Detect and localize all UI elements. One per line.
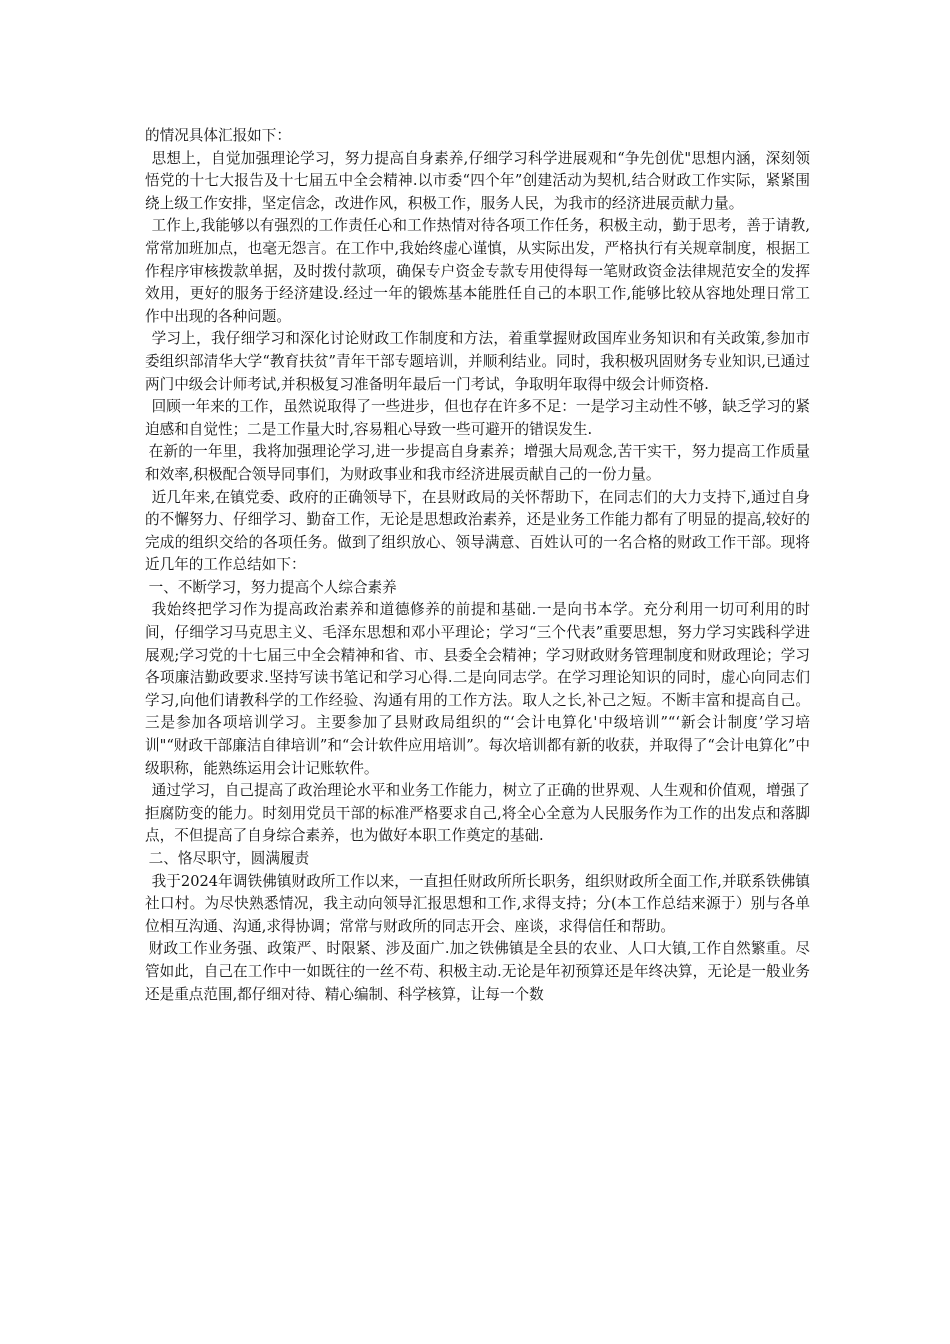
- paragraph-learning-result: 通过学习，自己提高了政治理论水平和业务工作能力，树立了正确的世界观、人生观和价值观，增强了拒腐防变的能力。时刻用党员干部的标准严格要求自己,将全心全意为人民服务作为工作的出发点和落脚点，不但提高了自身综合素养，也为做好本职工作奠定的基础.: [145, 782, 810, 845]
- paragraph-work: 工作上,我能够以有强烈的工作责任心和工作热情对待各项工作任务，积极主动，勤于思考，善于请教,常常加班加点，也毫无怨言。在工作中,我始终虚心谨慎，从实际出发，严格执行有关规章制度，根据工作程序审核拨款单据，及时拨付款项，确保专户资金专款专用使得每一笔财政资金法律规范安全的发挥效用，更好的服务于经济建设.经过一年的锻炼基本能胜任自己的本职工作,能够比较从容地处理日常工作中出现的各种问题。: [145, 217, 810, 325]
- paragraph-ideology: 思想上，自觉加强理论学习，努力提高自身素养,仔细学习科学进展观和“争先创优"思想内涵，深刻领悟党的十七大报告及十七届五中全会精神.以市委“四个年”创建活动为契机,结合财政工作实际，紧紧围绕上级工作安排，坚定信念，改进作风，积极工作，服务人民，为我市的经济进展贡献力量。: [145, 149, 810, 212]
- paragraph-appointment: 我于2024年调铁佛镇财政所工作以来，一直担任财政所所长职务，组织财政所全面工作,并联系铁佛镇社口村。为尽快熟悉情况，我主动向领导汇报思想和工作,求得支持；分(本工作总结来源于）别与各单位相互沟通、沟通,求得协调；常常与财政所的同志开会、座谈，求得信任和帮助。: [145, 872, 810, 935]
- paragraph-recent-years: 近几年来,在镇党委、政府的正确领导下，在县财政局的关怀帮助下，在同志们的大力支持下,通过自身的不懈努力、仔细学习、勤奋工作，无论是思想政治素养，还是业务工作能力都有了明显的提高,较好的完成的组织交给的各项任务。做到了组织放心、领导满意、百姓认可的一名合格的财政工作干部。现将近几年的工作总结如下：: [145, 488, 810, 574]
- section-heading-2: 二、恪尽职守，圆满履责: [148, 850, 310, 867]
- section-heading-1: 一、不断学习，努力提高个人综合素养: [148, 578, 397, 596]
- paragraph-review: 回顾一年来的工作，虽然说取得了一些进步，但也存在许多不足：一是学习主动性不够，缺乏学习的紧迫感和自觉性；二是工作量大时,容易粗心导致一些可避开的错误发生.: [145, 398, 810, 438]
- paragraph-finance-work: 财政工作业务强、政策严、时限紧、涉及面广.加之铁佛镇是全县的农业、人口大镇,工作自然繁重。尽管如此，自己在工作中一如既往的一丝不苟、积极主动.无论是年初预算还是年终决算，无论是一般业务还是重点范围,都仔细对待、精心编制、科学核算，让每一个数: [145, 940, 810, 1003]
- paragraph-new-year: 在新的一年里，我将加强理论学习,进一步提高自身素养；增强大局观念,苦干实干，努力提高工作质量和效率,积极配合领导同事们，为财政事业和我市经济进展贡献自己的一份力量。: [145, 443, 810, 483]
- paragraph-learning-detail: 我始终把学习作为提高政治素养和道德修养的前提和基础.一是向书本学。充分利用一切可利用的时间，仔细学习马克思主义、毛泽东思想和邓小平理论；学习“三个代表”重要思想，努力学习实践科学进展观;学习党的十七届三中全会精神和省、市、县委全会精神；学习财政财务管理制度和财政理论；学习各项廉洁勤政要求.坚持写读书笔记和学习心得.二是向同志学。在学习理论知识的同时，虚心向同志们学习,向他们请教科学的工作经验、沟通有用的工作方法。取人之长,补己之短。不断丰富和提高自己。三是参加各项培训学习。主要参加了县财政局组织的“‘会计电算化'中级培训”“‘新会计制度’学习培训"“财政干部廉洁自律培训”和“会计软件应用培训”。每次培训都有新的收获，并取得了“会计电算化”中级职称，能熟练运用会计记账软件。: [145, 601, 810, 777]
- paragraph-intro: 的情况具体汇报如下：: [145, 127, 291, 144]
- paragraph-study: 学习上，我仔细学习和深化讨论财政工作制度和方法，着重掌握财政国库业务知识和有关政策,参加市委组织部清华大学“教育扶贫”青年干部专题培训，并顺利结业。同时，我积极巩固财务专业知识,已通过两门中级会计师考试,并积极复习准备明年最后一门考试，争取明年取得中级会计师资格.: [145, 330, 810, 393]
- document-body: [145, 125, 810, 1006]
